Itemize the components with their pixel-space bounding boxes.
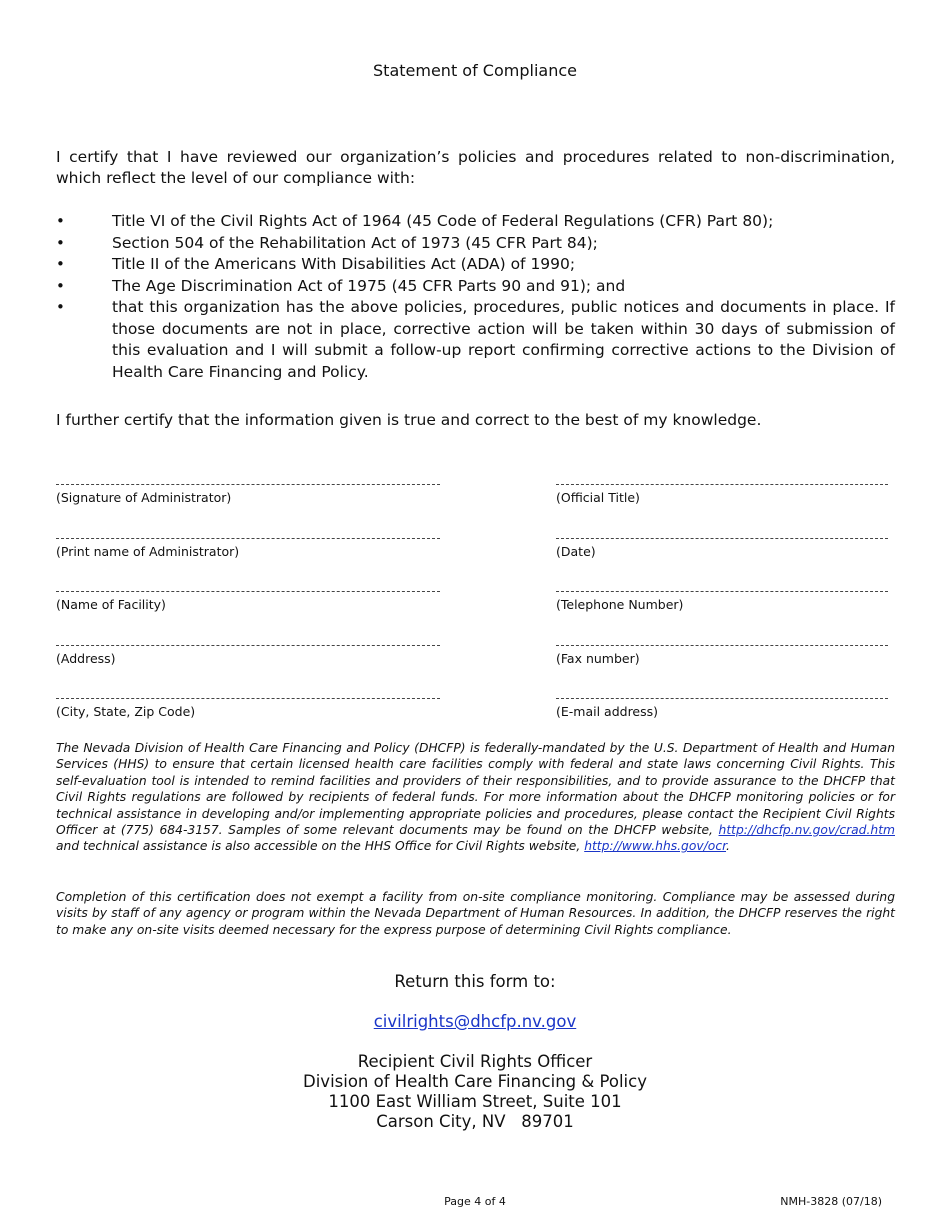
compliance-list <box>56 211 895 383</box>
completion-notice: Completion of this certification does not exempt a facility from on-site compliance monitoring. Compliance may be assessed during visits by staff of any agency or program within the Nevada Department of Human Resources. In addition, the DHCFP reserves the right to make any on-site visits deemed necessary for the express purpose of determining Civil Rights compliance. <box>56 890 895 937</box>
facility-name-line[interactable] <box>56 577 440 592</box>
page-number: Page 4 of 4 <box>444 1195 506 1208</box>
form-number: NMH-3828 (07/18) <box>780 1195 882 1208</box>
notice-text: The Nevada Division of Health Care Financing and Policy (DHCFP) is federally-mandated by the U.S. Department of Health and Human Services (HHS) to ensure that certain licensed health care facilities comply with federal and state laws concerning Civil Rights. This self-evaluation tool is intended to remind facilities and providers of their responsibilities, and to provide assurance to the DHCFP that Civil Rights regulations are followed by recipients of federal funds. For more information about the DHCFP monitoring policies or for technical assistance in developing and/or implementing appropriate policies and procedures, please contact the Recipient Civil Rights Officer at (775) 684-3157. Samples of some relevant documents may be found on the DHCFP website, <box>56 741 895 838</box>
fax-field[interactable] <box>556 631 896 666</box>
hhs-ocr-link[interactable]: http://www.hhs.gov/ocr <box>584 839 727 854</box>
list-item <box>56 233 895 255</box>
return-form-label: Return this form to: <box>394 972 556 991</box>
address-line-2: Division of Health Care Financing & Policy <box>303 1072 647 1091</box>
telephone-field[interactable] <box>556 577 896 612</box>
bullet-icon: • <box>56 212 65 230</box>
field-label: (E-mail address) <box>556 704 659 719</box>
field-row <box>56 631 896 685</box>
intro-paragraph: I certify that I have reviewed our organization’s policies and procedures related to non-discrimination, which reflect the level of our compliance with: <box>56 148 895 187</box>
address-field[interactable] <box>56 631 446 666</box>
page-title: Statement of Compliance <box>373 61 577 80</box>
return-email <box>0 1012 950 1031</box>
address-line[interactable] <box>56 631 440 646</box>
address-line-3: 1100 East William Street, Suite 101 <box>328 1092 622 1111</box>
field-label: (Telephone Number) <box>556 597 684 612</box>
bullet-icon: • <box>56 255 65 273</box>
list-item-text: The Age Discrimination Act of 1975 (45 CFR Parts 90 and 91); and <box>112 276 626 295</box>
address-line-4: Carson City, NV 89701 <box>376 1112 574 1131</box>
date-line[interactable] <box>556 524 888 539</box>
notice-text: and technical assistance is also accessible on the HHS Office for Civil Rights website, <box>56 839 581 854</box>
further-certify-text: I further certify that the information given is true and correct to the best of my knowledge. <box>56 411 762 429</box>
list-item <box>56 297 895 383</box>
field-label: (Name of Facility) <box>56 597 166 612</box>
list-item <box>56 276 895 298</box>
email-line[interactable] <box>556 684 888 699</box>
field-label: (Address) <box>56 650 116 666</box>
mailing-address <box>0 1052 950 1132</box>
bullet-icon: • <box>56 298 65 316</box>
print-name-field[interactable] <box>56 524 446 559</box>
field-row <box>56 577 896 631</box>
field-label: (Signature of Administrator) <box>56 490 232 505</box>
address-line-1: Recipient Civil Rights Officer <box>357 1052 593 1071</box>
official-title-line[interactable] <box>556 470 888 485</box>
facility-name-field[interactable] <box>56 577 446 612</box>
fax-line[interactable] <box>556 631 888 646</box>
field-label: (Print name of Administrator) <box>56 543 240 559</box>
official-title-field[interactable] <box>556 470 896 505</box>
city-state-zip-field[interactable] <box>56 684 446 719</box>
bullet-icon: • <box>56 233 65 252</box>
email-link[interactable]: civilrights@dhcfp.nv.gov <box>373 1012 577 1031</box>
dhcfp-notice <box>56 740 895 855</box>
field-label: (Fax number) <box>556 650 640 666</box>
field-row <box>56 684 896 738</box>
list-item <box>56 254 895 276</box>
telephone-line[interactable] <box>556 577 888 592</box>
field-row <box>56 470 896 524</box>
email-field[interactable] <box>556 684 896 719</box>
field-label: (Date) <box>556 543 596 559</box>
notice-text: . <box>726 839 730 854</box>
signature-line[interactable] <box>56 470 440 485</box>
print-name-line[interactable] <box>56 524 440 539</box>
signature-fields <box>56 470 896 738</box>
date-field[interactable] <box>556 524 896 559</box>
list-item <box>56 211 895 233</box>
field-label: (Official Title) <box>556 490 640 505</box>
field-label: (City, State, Zip Code) <box>56 704 196 719</box>
list-item-text: Title II of the Americans With Disabilities Act (ADA) of 1990; <box>112 255 576 273</box>
city-state-zip-line[interactable] <box>56 684 440 699</box>
bullet-icon: • <box>56 276 65 295</box>
list-item-text: Title VI of the Civil Rights Act of 1964 (45 Code of Federal Regulations (CFR) Part 80); <box>112 212 774 230</box>
dhcfp-website-link[interactable]: http://dhcfp.nv.gov/crad.htm <box>718 823 895 838</box>
signature-field[interactable] <box>56 470 446 505</box>
list-item-text: that this organization has the above policies, procedures, public notices and documents in place. If those documents are not in place, corrective action will be taken within 30 days of submission of this evaluation and I will submit a follow-up report confirming corrective actions to the Division of Health Care Financing and Policy. <box>112 298 895 381</box>
list-item-text: Section 504 of the Rehabilitation Act of 1973 (45 CFR Part 84); <box>112 233 598 252</box>
field-row <box>56 524 896 578</box>
